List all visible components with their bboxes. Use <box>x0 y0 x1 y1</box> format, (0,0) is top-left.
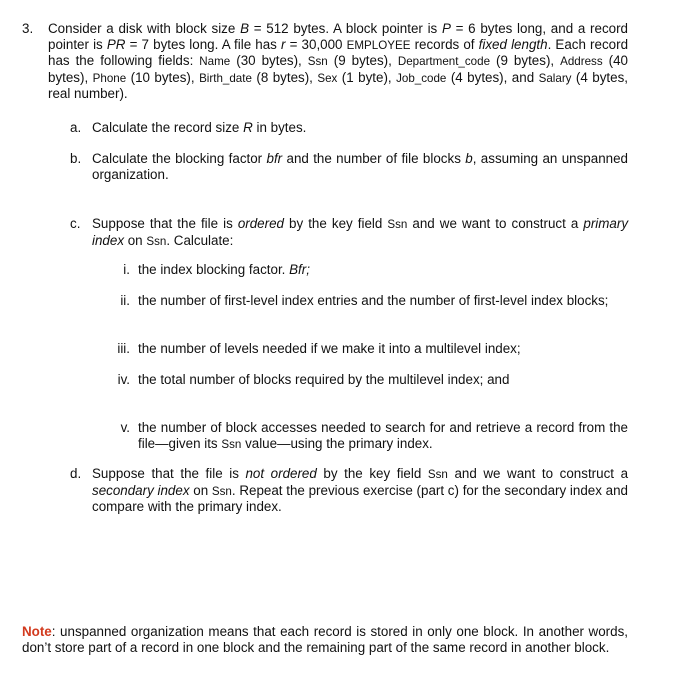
problem-statement: Consider a disk with block size B = 512 bytes. A block pointer is P = 6 bytes long, and a record pointer is PR = 7 bytes long. A file has r = 30,000 EMPLOYEE records of fixed length. Each record has the following fields: Name (30 bytes), Ssn (9 bytes), Department_code (9 bytes), Address (40 bytes), Phone (10 bytes), Birth_date (8 bytes), Sex (1 byte), Job_code (4 bytes), and Salary (4 bytes, real number). <box>48 21 629 102</box>
note-text: : unspanned organization means that each record is stored in only one block. In another words, don’t store part of a record in one block and the remaining part of the same record in another block. <box>22 624 628 655</box>
subitem-iv-label: iv. <box>117 372 130 387</box>
part-c-text: Suppose that the file is ordered by the key field Ssn and we want to construct a primary index on Ssn. Calculate: <box>92 216 629 248</box>
subitem-v-text: the number of block accesses needed to search for and retrieve a record from the file—given its Ssn value—using the primary index. <box>138 420 628 451</box>
part-b-text: Calculate the blocking factor bfr and the number of file blocks b, assuming an unspanned organization. <box>92 151 628 182</box>
part-c-label: c. <box>70 216 81 231</box>
note-paragraph <box>22 624 628 655</box>
note-keyword: Note <box>22 624 52 639</box>
part-a-label: a. <box>70 120 82 135</box>
part-a-text: Calculate the record size R in bytes. <box>92 120 307 135</box>
subitem-i-label: i. <box>123 262 130 277</box>
part-d-text: Suppose that the file is not ordered by the key field Ssn and we want to construct a secondary index on Ssn. Repeat the previous exercise (part c) for the secondary index and compare with the primary index. <box>92 466 629 515</box>
part-b-label: b. <box>70 151 82 166</box>
subitem-iii-text: the number of levels needed if we make it into a multilevel index; <box>138 341 521 356</box>
part-d-label: d. <box>70 466 82 481</box>
subitem-iii-label: iii. <box>117 341 130 356</box>
subitem-iv-text: the total number of blocks required by the multilevel index; and <box>138 372 510 387</box>
subitem-ii-label: ii. <box>120 293 130 308</box>
subitem-v-label: v. <box>120 420 130 435</box>
subitem-i-text: the index blocking factor. Bfr; <box>138 262 310 277</box>
subitem-ii-text: the number of first-level index entries and the number of first-level index blocks; <box>138 293 609 308</box>
problem-number: 3. <box>22 21 34 36</box>
